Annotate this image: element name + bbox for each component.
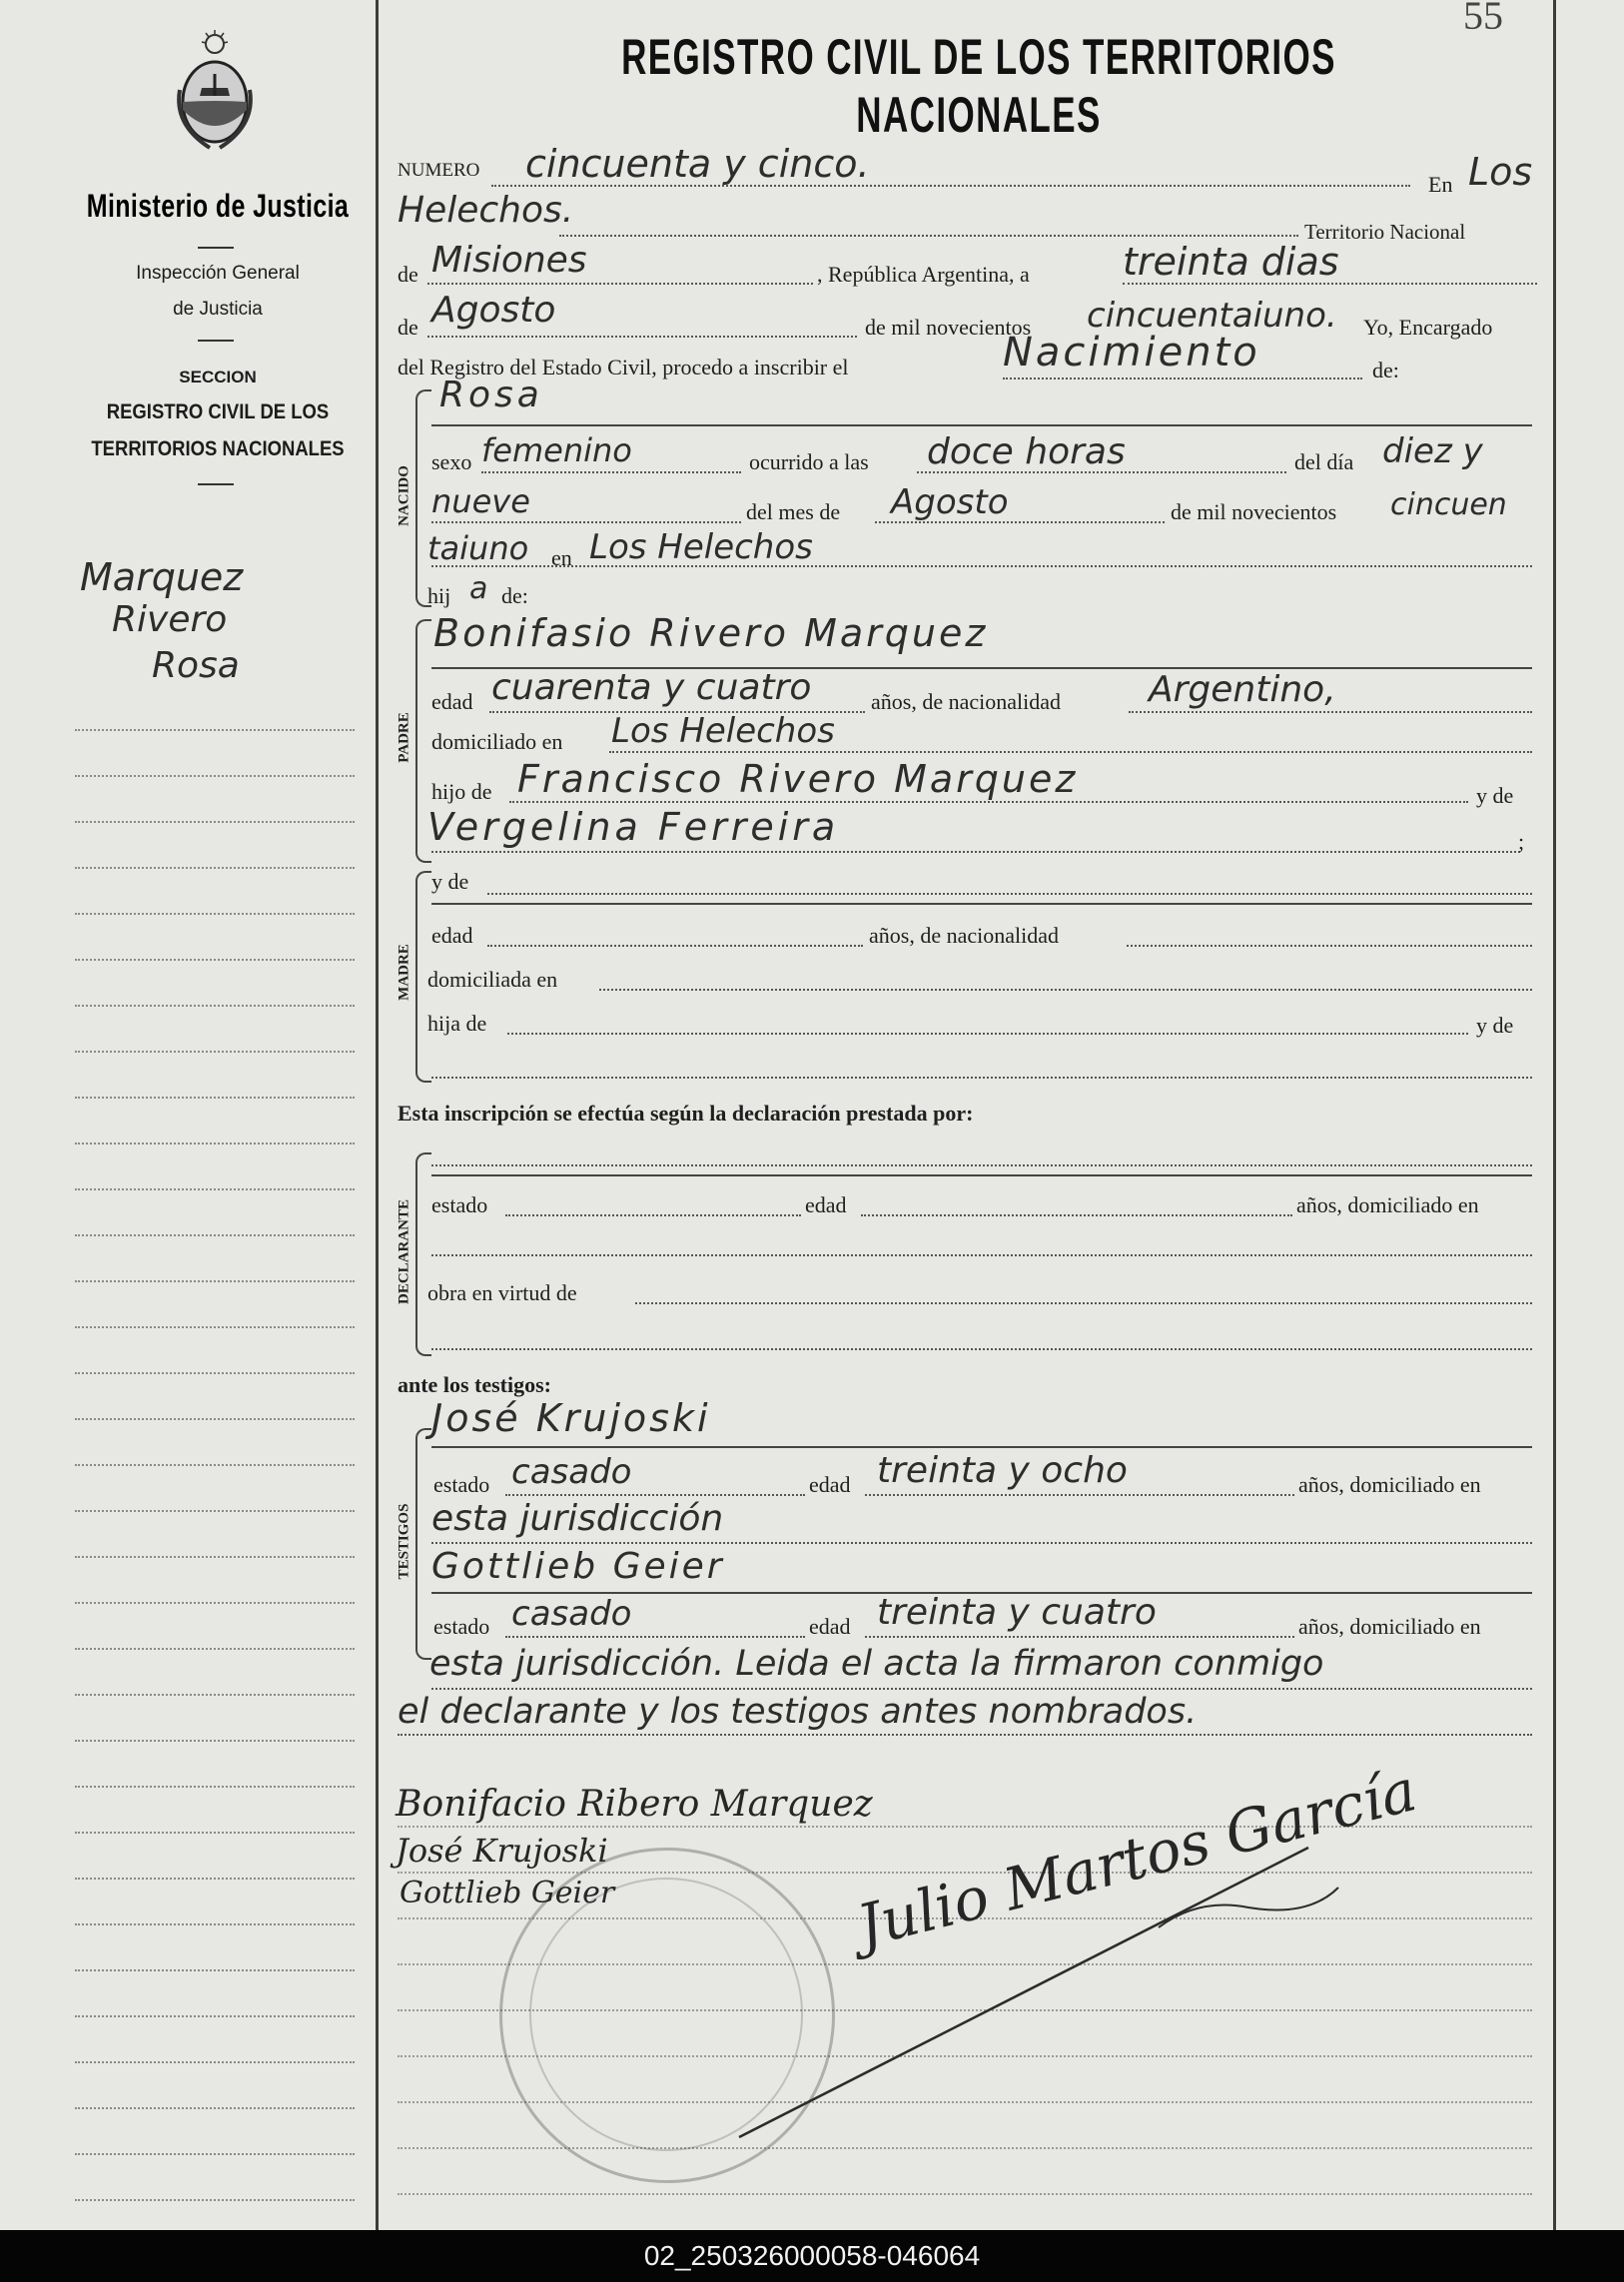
territorio-label: Territorio Nacional — [1304, 220, 1466, 244]
father-edad-value: cuarenta y cuatro — [491, 667, 812, 708]
declarante-estado-line — [505, 1214, 801, 1216]
sidebar-rule-line — [75, 2015, 355, 2017]
section-line2: TERRITORIOS NACIONALES — [91, 437, 345, 460]
padre-section-label: PADRE — [396, 712, 412, 763]
margin-note-given-name: Rosa — [152, 645, 240, 686]
margin-note-second-surname: Rivero — [112, 599, 228, 640]
registrar-signature: Julio Martos García — [850, 1756, 1423, 1960]
right-border — [1553, 0, 1556, 2230]
father-hijo-de-label: hijo de — [431, 779, 492, 804]
sidebar-rule-line — [75, 2061, 355, 2063]
father-mother-name: Vergelina Ferreira — [427, 805, 840, 849]
testigos-brace — [415, 1428, 431, 1660]
father-domicilio-value: Los Helechos — [611, 711, 835, 751]
witness1-edad-value: treinta y ocho — [877, 1450, 1128, 1491]
father-y-de-label: y de — [1476, 783, 1514, 808]
de-label: de — [398, 262, 418, 287]
year-value: cincuentaiuno. — [1087, 296, 1337, 336]
father-domicilio-label: domiciliado en — [431, 729, 563, 754]
madre-edad-label: edad — [431, 923, 473, 948]
registro-label: del Registro del Estado Civil, procedo a inscribir el — [398, 355, 849, 380]
declarant-signature: Bonifacio Ribero Marquez — [396, 1784, 873, 1825]
dia-value-part2: nueve — [431, 482, 530, 520]
sidebar-rule-line — [75, 1556, 355, 1558]
inspection-line1: Inspección General — [136, 263, 300, 284]
witness1-estado-label: estado — [433, 1472, 490, 1497]
closing-line-1-rule — [431, 1688, 1532, 1690]
sidebar-rule-line — [75, 1602, 355, 1604]
witness2-estado-line — [505, 1636, 805, 1638]
sidebar-divider — [198, 340, 234, 342]
sidebar-rule-line — [75, 775, 355, 777]
section-label: SECCION — [179, 368, 257, 386]
sidebar-rule-line — [75, 1832, 355, 1834]
witness1-estado-line — [505, 1494, 805, 1496]
hij-de-label: de: — [501, 583, 528, 608]
declarante-extra-line — [431, 1348, 1532, 1350]
numero-label: NUMERO — [398, 160, 480, 181]
declarante-brace — [415, 1152, 431, 1356]
month-value: Agosto — [431, 290, 556, 331]
witness1-domicilio-value: esta jurisdicción — [431, 1498, 724, 1539]
sidebar-rule-line — [75, 1097, 355, 1099]
republica-label: , República Argentina, a — [817, 262, 1030, 287]
madre-section-label: MADRE — [396, 944, 412, 1001]
witness1-name-line — [431, 1446, 1532, 1448]
sidebar-rule-line — [75, 729, 355, 731]
closing-line-2-rule — [398, 1734, 1532, 1736]
nacido-section-label: NACIDO — [396, 465, 412, 526]
sidebar-rule-line — [75, 1005, 355, 1007]
hora-value: doce horas — [927, 431, 1126, 472]
witness1-estado-value: casado — [511, 1452, 632, 1492]
witness2-edad-line — [865, 1636, 1294, 1638]
sidebar-rule-line — [75, 1923, 355, 1925]
hij-label: hij — [427, 583, 451, 608]
lugar-value: Los Helechos — [589, 527, 813, 567]
witness1-name: José Krujoski — [431, 1396, 711, 1440]
father-anios-label: años, de nacionalidad — [871, 689, 1061, 714]
closing-line-2: el declarante y los testigos antes nombrados. — [398, 1692, 1198, 1732]
numero-value: cincuenta y cinco. — [525, 142, 870, 186]
page-title: REGISTRO CIVIL DE LOS TERRITORIOS NACIONALES — [621, 29, 1336, 143]
sexo-value: femenino — [481, 431, 632, 469]
father-name: Bonifasio Rivero Marquez — [433, 611, 989, 655]
sidebar-rule-line — [75, 1878, 355, 1880]
madre-y-de-label-2: y de — [1476, 1013, 1514, 1038]
sidebar-rule-line — [75, 1188, 355, 1190]
lugar-en-label: en — [551, 545, 572, 570]
sidebar-rule-line — [75, 2153, 355, 2155]
month-line — [427, 336, 857, 338]
act-type-line — [1003, 378, 1362, 380]
sidebar-rule-line — [75, 867, 355, 869]
coat-of-arms-icon — [170, 30, 260, 160]
father-parent-line — [509, 801, 1468, 803]
witness2-edad-label: edad — [809, 1614, 851, 1639]
declarante-domicilio-line — [431, 1254, 1532, 1256]
inspection-line2: de Justicia — [173, 299, 263, 320]
madre-domicilio-label: domiciliada en — [427, 967, 558, 992]
testigos-intro: ante los testigos: — [398, 1372, 551, 1397]
de-label-2: de — [398, 315, 418, 340]
madre-y-de-line — [487, 893, 1532, 895]
dia-value-part1: diez y — [1382, 431, 1483, 471]
mes-value: Agosto — [891, 482, 1009, 522]
declarante-edad-label: edad — [805, 1192, 847, 1217]
sexo-line — [481, 471, 741, 473]
sidebar-rule-line — [75, 1142, 355, 1144]
witness2-anios-label: años, domiciliado en — [1298, 1614, 1481, 1639]
sidebar-rule-line — [75, 1740, 355, 1742]
dia-line — [431, 521, 741, 523]
dia-label: del día — [1294, 449, 1354, 474]
witness2-signature: Gottlieb Geier — [400, 1876, 615, 1910]
anio-value-part1: cincuen — [1390, 487, 1507, 522]
margin-divider — [376, 0, 379, 2230]
sidebar-rule-line — [75, 821, 355, 823]
madre-hija-de-line — [507, 1033, 1468, 1035]
testigos-section-label: TESTIGOS — [396, 1503, 412, 1580]
territory-value: Misiones — [431, 240, 587, 281]
en-label: En — [1428, 172, 1453, 197]
sidebar-rule-line — [75, 1326, 355, 1328]
document-id-footer: 02_250326000058-046064 — [0, 2230, 1624, 2282]
anio-value-part2: taiuno — [427, 529, 529, 567]
ministry-heading: Ministerio de Justicia — [86, 188, 350, 224]
sidebar-divider — [198, 483, 234, 485]
witness2-estado-value: casado — [511, 1594, 632, 1634]
witness1-edad-line — [865, 1494, 1294, 1496]
madre-name-line — [431, 903, 1532, 905]
witness2-edad-value: treinta y cuatro — [877, 1592, 1157, 1633]
sidebar-rule-line — [75, 1786, 355, 1788]
place-part1: Los — [1468, 150, 1533, 194]
sidebar-rule-line — [75, 1648, 355, 1650]
witness1-edad-label: edad — [809, 1472, 851, 1497]
declarante-name-rule — [431, 1174, 1532, 1176]
place-part2: Helechos. — [398, 190, 574, 231]
nacido-brace — [415, 389, 431, 607]
sidebar-rule-line — [75, 959, 355, 961]
sidebar-rule-line — [75, 1051, 355, 1053]
declarante-intro: Esta inscripción se efectúa según la declaración prestada por: — [398, 1101, 974, 1126]
page-number: 55 — [1463, 0, 1503, 38]
declarante-section-label: DECLARANTE — [396, 1199, 412, 1305]
madre-hija-de-label: hija de — [427, 1011, 487, 1036]
sexo-label: sexo — [431, 449, 472, 474]
sidebar-divider — [198, 247, 234, 249]
witness1-signature: José Krujoski — [396, 1832, 608, 1870]
father-semicolon: ; — [1518, 829, 1525, 854]
father-nacionalidad-line — [1129, 711, 1532, 713]
declarante-obra-label: obra en virtud de — [427, 1280, 577, 1305]
declarante-anios-label: años, domiciliado en — [1296, 1192, 1479, 1217]
territory-line — [427, 283, 813, 285]
mes-label: del mes de — [746, 499, 841, 524]
de-colon-label: de: — [1372, 358, 1399, 382]
father-father-name: Francisco Rivero Marquez — [517, 757, 1079, 801]
sidebar-rule-line — [75, 2107, 355, 2109]
ocurrido-label: ocurrido a las — [749, 449, 869, 474]
sidebar-rule-line — [75, 1372, 355, 1374]
declarante-edad-line — [861, 1214, 1292, 1216]
section-line1: REGISTRO CIVIL DE LOS — [106, 400, 330, 423]
declarante-obra-line — [635, 1302, 1532, 1304]
day-value: treinta dias — [1123, 240, 1339, 284]
year-label: de mil novecientos — [865, 315, 1032, 340]
madre-nacionalidad-line — [1127, 945, 1532, 947]
sidebar-rule-line — [75, 1464, 355, 1466]
place-line — [559, 235, 1298, 237]
sidebar-rule-line — [75, 1510, 355, 1512]
sidebar-rule-line — [75, 1694, 355, 1696]
margin-note-surname: Marquez — [80, 555, 244, 599]
witness1-anios-label: años, domiciliado en — [1298, 1472, 1481, 1497]
madre-y-de-line-2 — [431, 1077, 1532, 1079]
anio-label: de mil novecientos — [1171, 499, 1337, 524]
declarante-name-line — [431, 1164, 1532, 1166]
child-name-line — [431, 424, 1532, 426]
hij-suffix: a — [469, 571, 488, 606]
closing-line-1: esta jurisdicción. Leida el acta la firmaron conmigo — [429, 1644, 1324, 1684]
sidebar-rule-line — [75, 913, 355, 915]
madre-y-de-label: y de — [431, 869, 469, 894]
witness2-name: Gottlieb Geier — [431, 1546, 725, 1587]
witness2-estado-label: estado — [433, 1614, 490, 1639]
sidebar-rule-line — [75, 1280, 355, 1282]
sidebar-rule-line — [75, 2199, 355, 2201]
madre-domicilio-line — [599, 989, 1532, 991]
child-name: Rosa — [439, 375, 543, 415]
sidebar-rule-line — [75, 1234, 355, 1236]
father-edad-label: edad — [431, 689, 473, 714]
yo-label: Yo, Encargado — [1363, 315, 1493, 340]
act-type-value: Nacimiento — [1003, 330, 1260, 376]
father-nacionalidad-value: Argentino, — [1149, 669, 1336, 710]
madre-anios-label: años, de nacionalidad — [869, 923, 1059, 948]
registrar-flourish — [729, 1828, 1348, 2147]
father-domicilio-line — [609, 751, 1532, 753]
father-mother-line — [431, 851, 1520, 853]
sidebar-rule-line — [75, 1969, 355, 1971]
signature-rule-line — [398, 2193, 1532, 2195]
declarante-estado-label: estado — [431, 1192, 488, 1217]
witness1-domicilio-line — [431, 1542, 1532, 1544]
madre-edad-line — [487, 945, 863, 947]
sidebar-rule-line — [75, 1418, 355, 1420]
